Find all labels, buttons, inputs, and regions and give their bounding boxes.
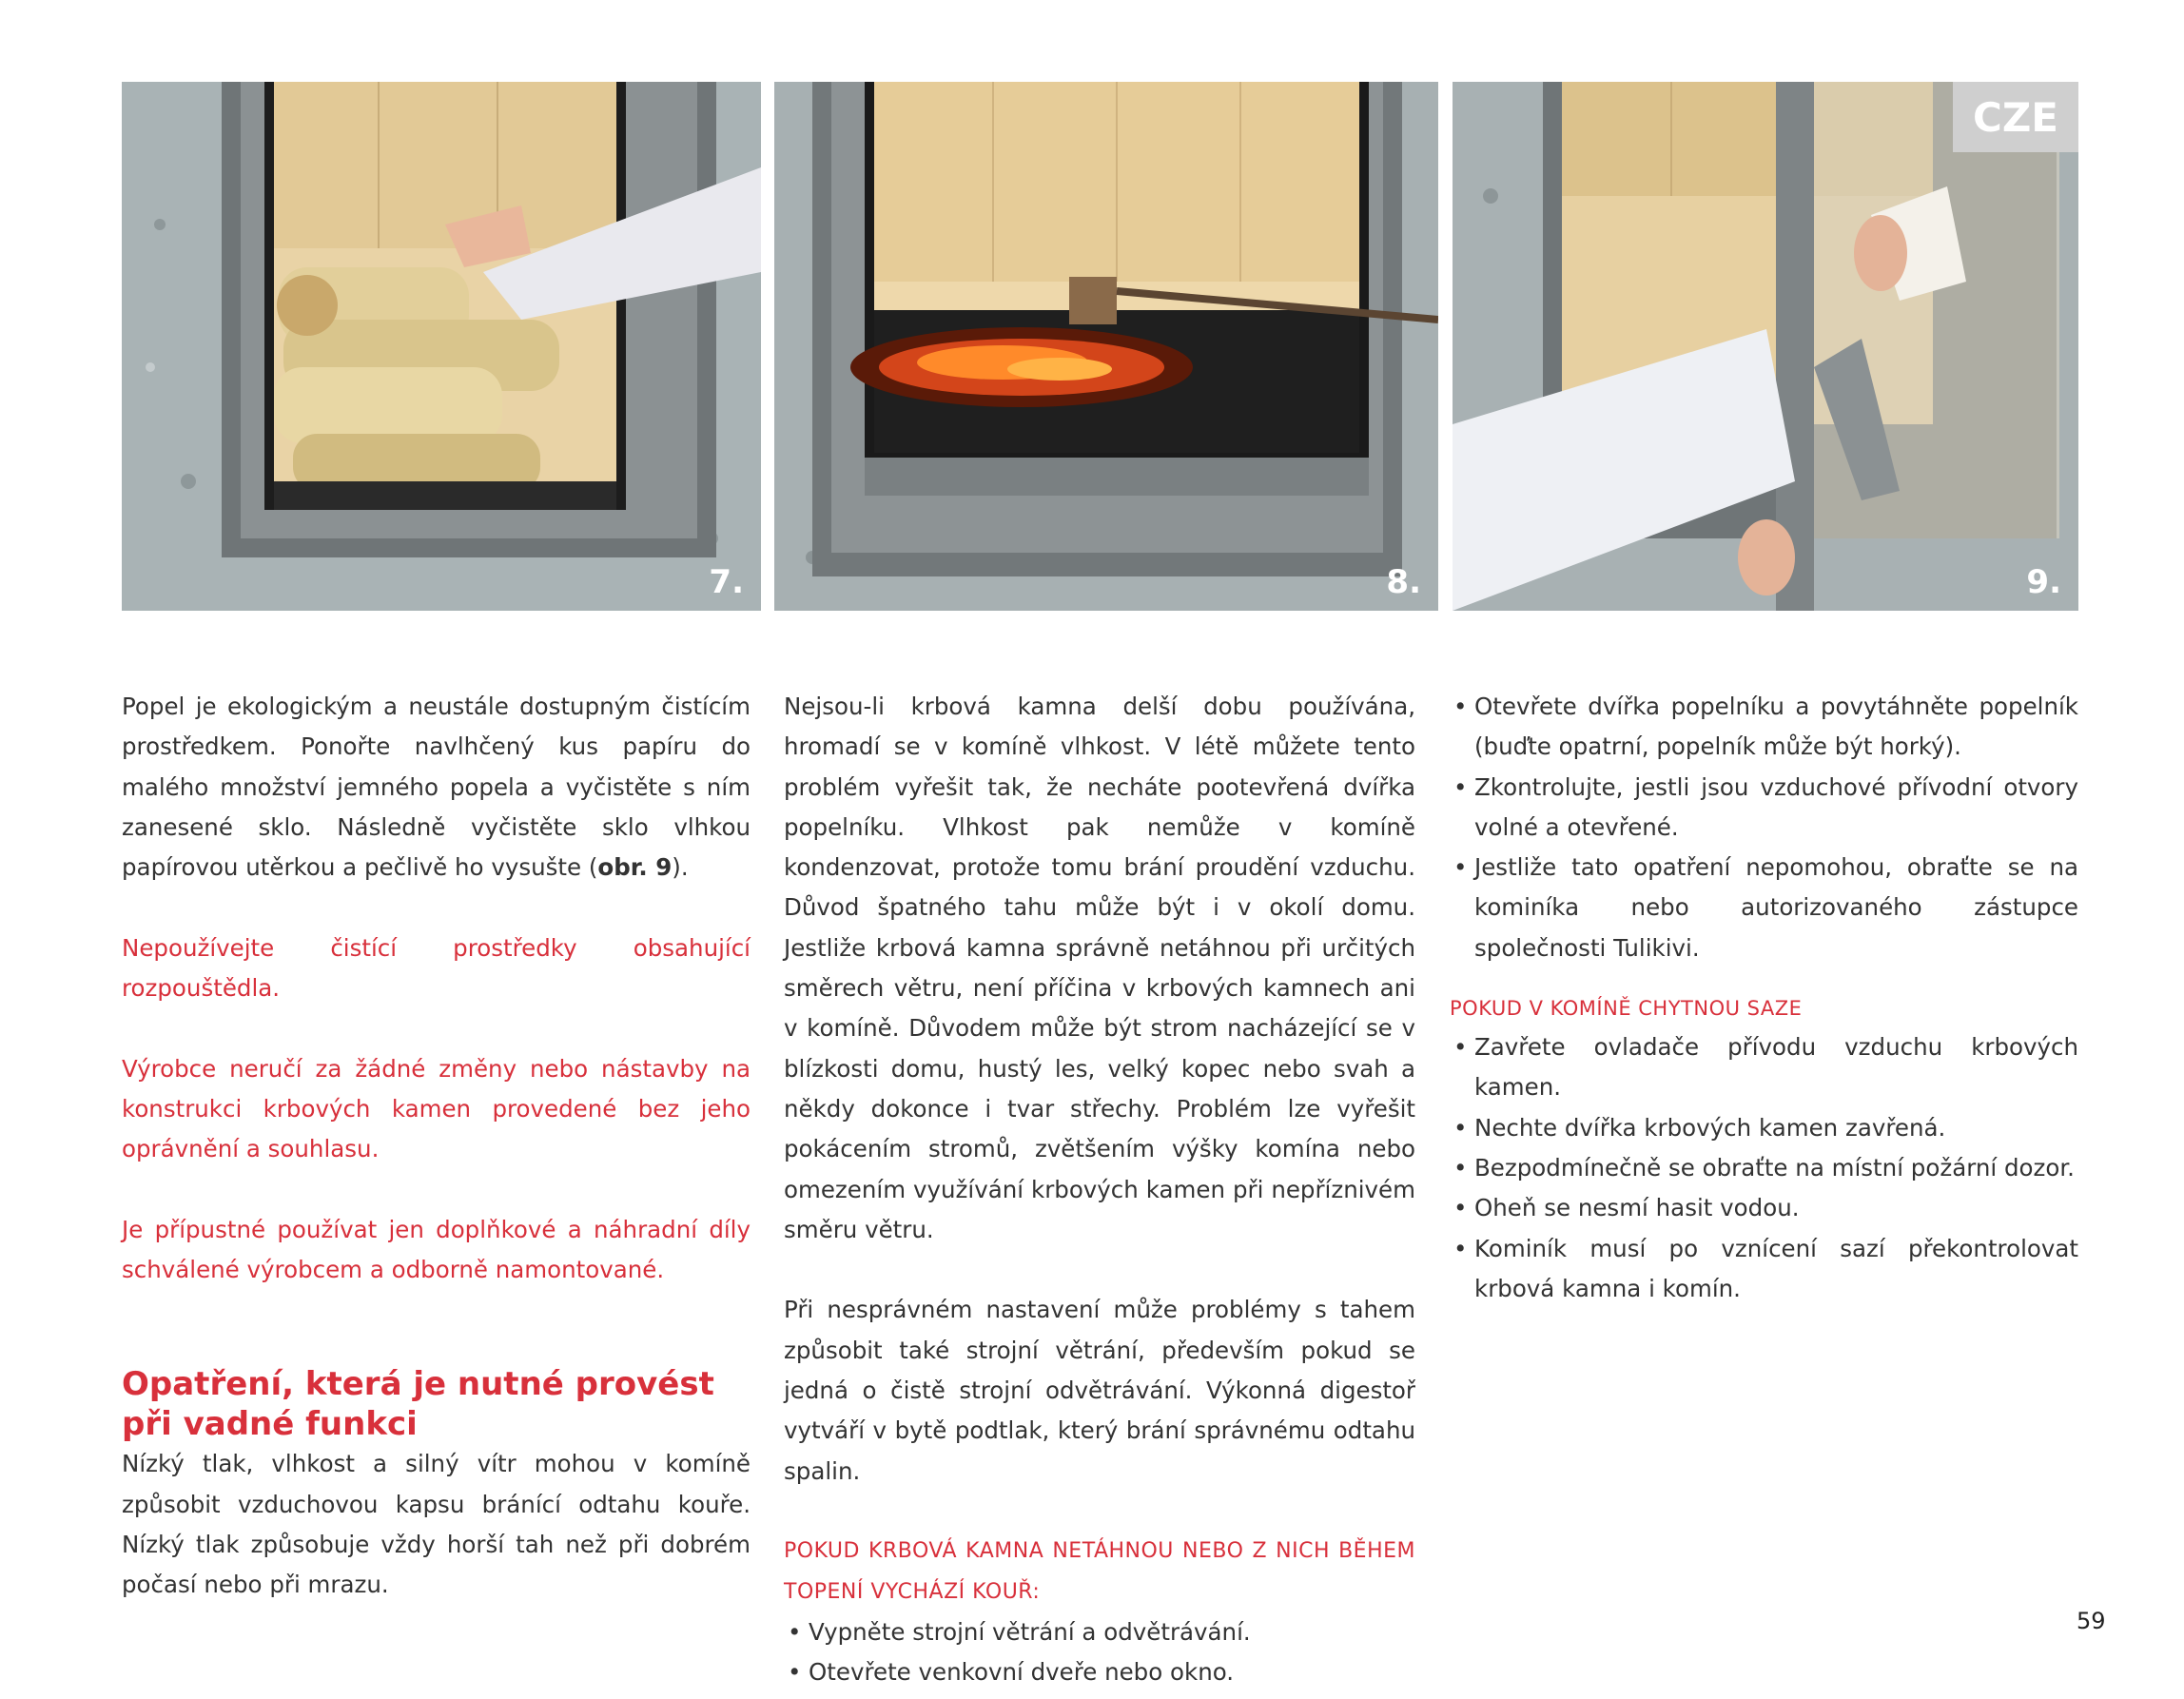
photo-8-embers — [774, 82, 1438, 611]
caption-soot-fire: POKUD V KOMÍNĚ CHYTNOU SAZE — [1450, 997, 1803, 1021]
page-number: 59 — [2077, 1608, 2106, 1634]
bullet-list-smoke — [784, 1612, 1415, 1693]
list-item: • Bezpodmínečně se obraťte na místní požární dozor. — [1450, 1148, 2078, 1188]
caption-smoke: POKUD KRBOVÁ KAMNA NETÁHNOU NEBO Z NICH BĚHEM TOPENÍ VYCHÁZÍ KOUŘ: — [784, 1539, 1415, 1604]
photo-number: 8. — [1386, 563, 1421, 601]
list-item: • Otevřete venkovní dveře nebo okno. — [784, 1652, 1415, 1692]
paragraph-low-pressure: Nízký tlak, vlhkost a silný vítr mohou v komíně způsobit vzduchovou kapsu bránící odtahu kouře. Nízký tlak způsobuje vždy horší tah než při dobrém počasí nebo při mrazu. — [122, 1450, 751, 1599]
section-heading: Opatření, která je nutné provést při vadné funkci — [122, 1365, 714, 1444]
paragraph-ventilation: Při nesprávném nastavení může problémy s tahem způsobit také strojní větrání, především pokud se jedná o čistě strojní odvětrávání. Výkonná digestoř vytváří v bytě podtlak, který brání správnému odtahu spalin. — [784, 1296, 1415, 1485]
photo-number: 7. — [709, 563, 744, 601]
photo-number: 9. — [2026, 563, 2061, 601]
list-item: • Jestliže tato opatření nepomohou, obraťte se na kominíka nebo autorizovaného zástupce společnosti Tulikivi. — [1450, 848, 2078, 968]
warning-spare-parts: Je přípustné používat jen doplňkové a náhradní díly schválené výrobcem a odborně namontované. — [122, 1215, 751, 1284]
column-2 — [784, 687, 1415, 1692]
list-item: • Kominík musí po vznícení sazí překontrolovat krbová kamna i komín. — [1450, 1229, 2078, 1310]
bullet-list-soot-fire — [1450, 1027, 2078, 1309]
warning-solvents: Nepoužívejte čistící prostředky obsahující rozpouštědla. — [122, 933, 751, 1003]
list-item: • Vypněte strojní větrání a odvětrávání. — [784, 1612, 1415, 1652]
list-item: • Otevřete dvířka popelníku a povytáhněte popelník (buďte opatrní, popelník může být horký). — [1450, 687, 2078, 768]
bullet-list-checks — [1450, 687, 2078, 968]
photo-7-loading-wood — [122, 82, 761, 611]
photo-9-cleaning-glass — [1453, 82, 2078, 611]
language-badge: CZE — [1953, 82, 2078, 152]
paragraph-ash-cleaning: Popel je ekologickým a neustále dostupným čistícím prostředkem. Ponořte navlhčený kus papíru do malého množství jemného popela a vyčistěte s ním zanesené sklo. Následně vyčistěte sklo vlhkou papírovou utěrkou a pečlivě ho vysušte (obr. 9). — [122, 693, 751, 882]
column-1 — [122, 687, 751, 1606]
warning-modifications: Výrobce neručí za žádné změny nebo nástavby na konstrukci krbových kamen provedené bez jeho oprávnění a souhlasu. — [122, 1054, 751, 1163]
list-item: • Zavřete ovladače přívodu vzduchu krbových kamen. — [1450, 1027, 2078, 1108]
list-item: • Oheň se nesmí hasit vodou. — [1450, 1188, 2078, 1228]
column-3 — [1450, 687, 2078, 1309]
list-item: • Zkontrolujte, jestli jsou vzduchové přívodní otvory volné a otevřené. — [1450, 768, 2078, 849]
figure-reference: obr. 9 — [597, 853, 673, 882]
paragraph-humidity: Nejsou-li krbová kamna delší dobu používána, hromadí se v komíně vlhkost. V létě můžete tento problém vyřešit tak, že necháte pootevřená dvířka popelníku. Vlhkost pak nemůže v komíně kondenzovat, protože tomu brání proudění vzduchu. Důvod špatného tahu může být i v okolí domu. Jestliže krbová kamna správně netáhnou při určitých směrech větru, není příčina v krbových kamnech ani v komíně. Důvodem může být strom nacházející se v blízkosti domu, hustý les, velký kopec nebo svah a někdy dokonce i tvar střechy. Problém lze vyřešit pokácením stromů, zvětšením výšky komína nebo omezením využívání krbových kamen při nepříznivém směru větru. — [784, 693, 1415, 1243]
list-item: • Nechte dvířka krbových kamen zavřená. — [1450, 1108, 2078, 1148]
